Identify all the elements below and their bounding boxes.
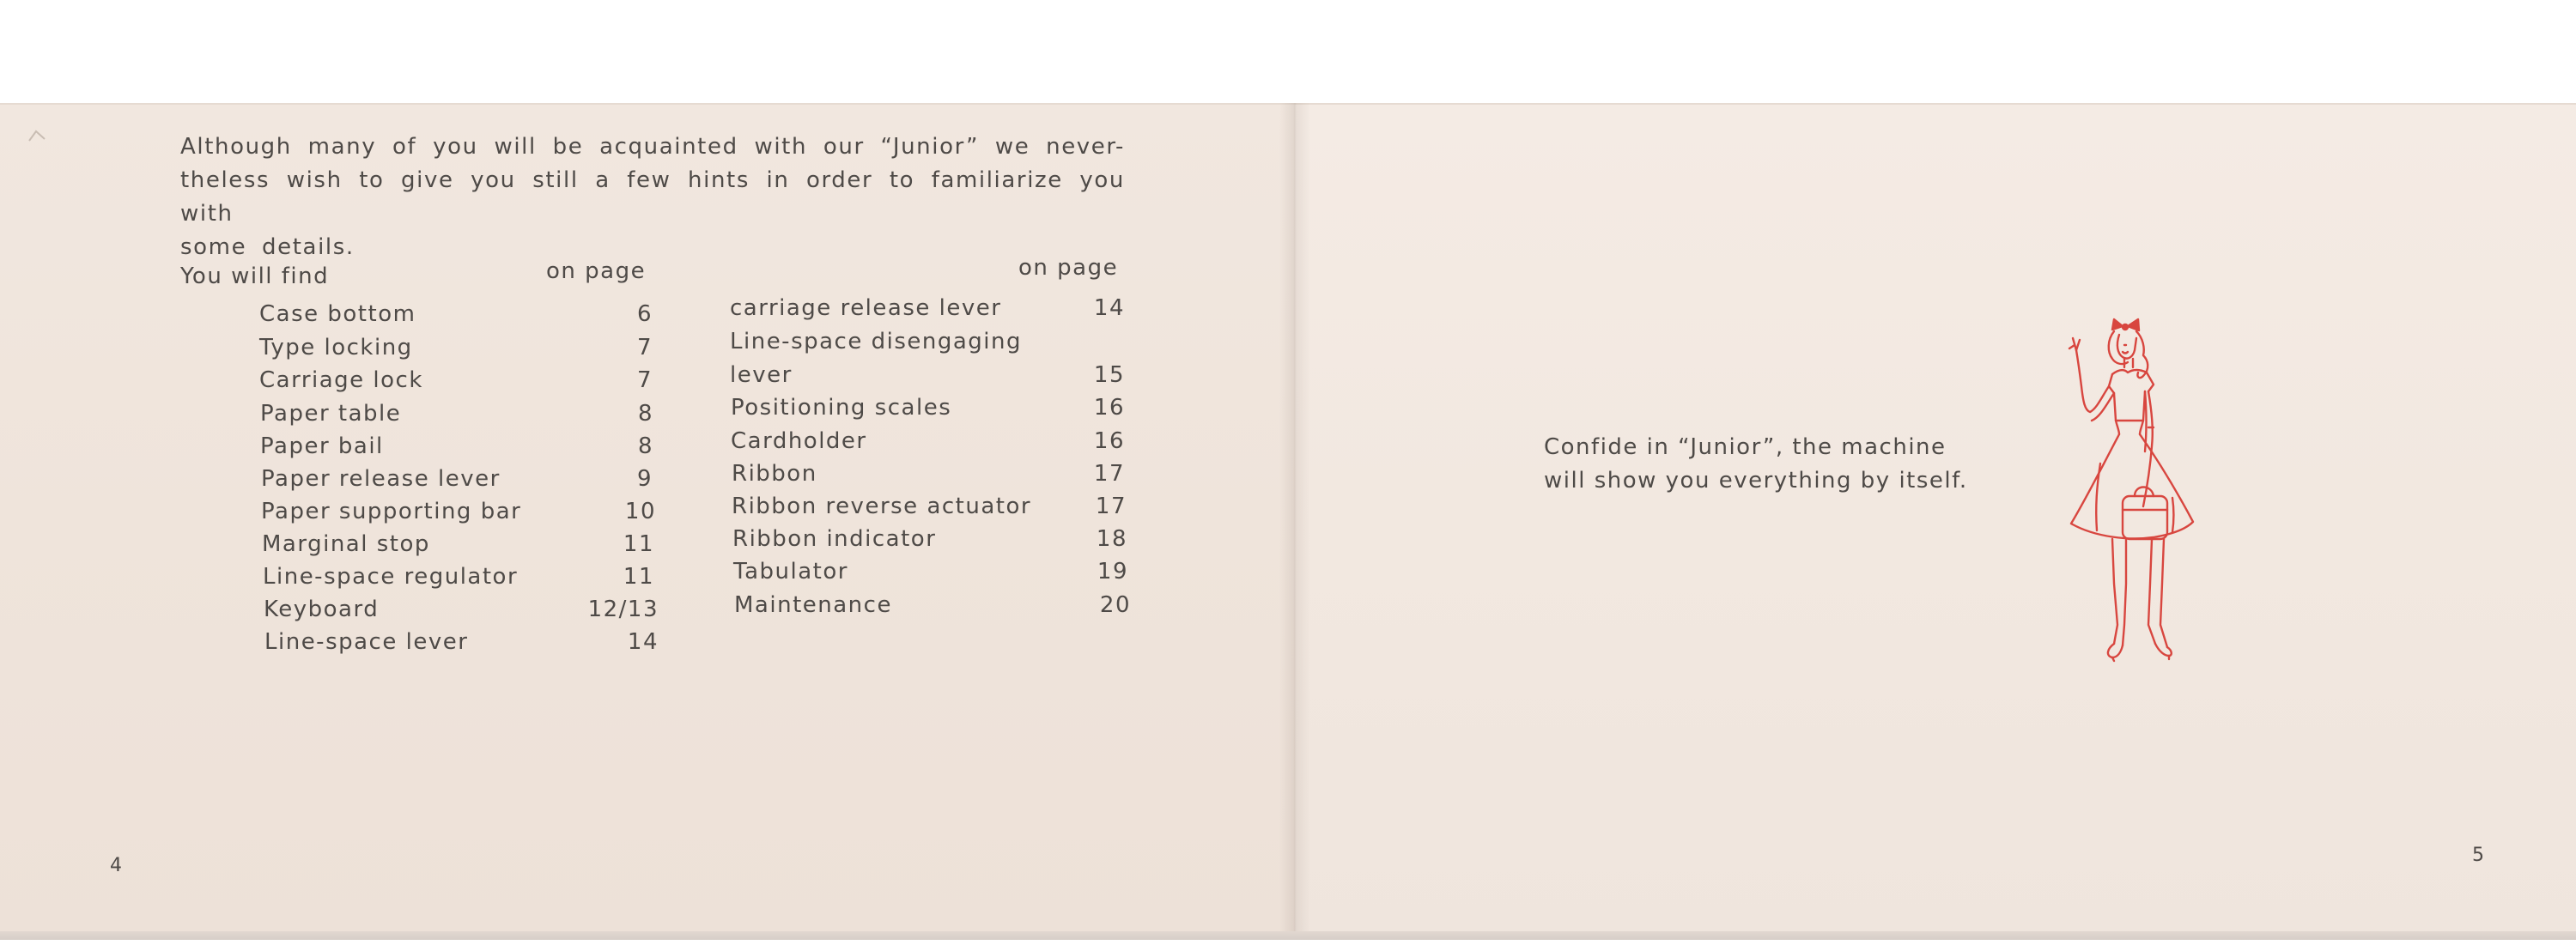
toc-entry-page: 16 <box>1093 395 1125 421</box>
toc-entry-page: 17 <box>1093 461 1125 487</box>
page-number-right: 5 <box>2472 845 2484 866</box>
toc-entry-page: 8 <box>637 433 653 459</box>
toc-entry <box>261 499 656 531</box>
toc-entry <box>731 428 1125 461</box>
toc-entry-label: Ribbon <box>732 461 817 487</box>
toc-entry-page: 7 <box>636 335 653 360</box>
toc-entry <box>733 559 1128 591</box>
toc-entry-page: 18 <box>1096 526 1127 552</box>
toc-entry <box>732 494 1127 526</box>
on-page-label-left: on page <box>546 258 647 284</box>
toc-entry-label: Paper release lever <box>261 466 501 492</box>
toc-entry <box>263 564 654 597</box>
toc-entry-page: 10 <box>624 499 656 524</box>
toc-entry <box>260 433 653 466</box>
contents-heading: You will find <box>180 264 330 289</box>
toc-entry <box>264 597 659 629</box>
toc-entry-label: Tabulator <box>733 559 848 585</box>
toc-entry-label: Keyboard <box>264 597 380 622</box>
toc-entry <box>734 592 1131 625</box>
toc-entry-page: 11 <box>623 564 654 590</box>
toc-entry-page: 14 <box>1093 295 1125 321</box>
toc-entry <box>731 395 1125 427</box>
page-number-left: 4 <box>110 855 122 876</box>
toc-entry <box>730 295 1125 328</box>
toc-entry-label: lever <box>730 362 793 388</box>
toc-entry-label: Case bottom <box>259 301 416 327</box>
quote-text <box>1544 431 1968 498</box>
toc-entry-page: 16 <box>1093 428 1125 454</box>
toc-entry-page: 17 <box>1095 494 1127 519</box>
toc-entry-label: Line-space disengaging <box>730 329 1022 354</box>
intro-line: some details. <box>180 234 355 260</box>
toc-entry-label: carriage release lever <box>730 295 1002 321</box>
toc-entry-label: Ribbon reverse actuator <box>732 494 1032 519</box>
toc-entry-page: 9 <box>636 466 653 492</box>
right-page <box>1295 103 2576 940</box>
toc-entry <box>264 629 659 662</box>
toc-entry-page: 15 <box>1093 362 1125 388</box>
toc-entry <box>259 367 653 400</box>
toc-entry-page: 14 <box>627 629 659 655</box>
toc-entry <box>259 301 653 334</box>
toc-entry <box>261 466 653 499</box>
toc-entry <box>262 531 654 564</box>
page-bottom-edge <box>0 931 2576 940</box>
toc-entry-label: Marginal stop <box>262 531 430 557</box>
toc-entry-page: 11 <box>623 531 654 557</box>
toc-entry-label: Type locking <box>259 335 413 360</box>
toc-entry-page: 12/13 <box>587 597 659 622</box>
toc-entry-label: Line-space lever <box>264 629 469 655</box>
page-corner-mark <box>27 129 46 142</box>
toc-entry-label: Positioning scales <box>731 395 952 421</box>
toc-entry <box>730 362 1125 395</box>
quote-line: Confide in “Junior”, the machine <box>1544 434 1947 460</box>
toc-entry-label: Paper supporting bar <box>261 499 522 524</box>
intro-paragraph <box>180 130 1125 264</box>
toc-entry-page: 7 <box>636 367 653 393</box>
toc-entry-page: 20 <box>1099 592 1131 618</box>
quote-line: will show you everything by itself. <box>1544 468 1968 494</box>
toc-entry-label: Maintenance <box>734 592 892 618</box>
woman-with-case-illustration <box>2018 300 2241 695</box>
page-gutter <box>1279 103 1310 940</box>
intro-line: Although many of you will be acquainted with our “Junior” we never- <box>180 134 1125 160</box>
booklet-spread <box>0 103 2576 940</box>
toc-entry <box>259 335 653 367</box>
toc-entry-label: Cardholder <box>731 428 867 454</box>
toc-entry-label: Carriage lock <box>259 367 423 393</box>
toc-entry-page: 6 <box>636 301 653 327</box>
toc-entry-page: 19 <box>1097 559 1128 585</box>
toc-entry <box>732 526 1127 559</box>
toc-entry-label: Paper bail <box>260 433 384 459</box>
toc-entry-label: Line-space regulator <box>263 564 519 590</box>
toc-entry <box>730 329 1125 361</box>
toc-entry-label: Ribbon indicator <box>732 526 937 552</box>
toc-entry-page: 8 <box>637 401 653 427</box>
toc-entry <box>260 401 653 433</box>
toc-entry <box>732 461 1125 494</box>
intro-line: theless wish to give you still a few hints in order to familiarize you with <box>180 167 1125 227</box>
left-page <box>0 103 1295 940</box>
toc-entry-label: Paper table <box>260 401 402 427</box>
on-page-label-right: on page <box>1018 255 1119 281</box>
